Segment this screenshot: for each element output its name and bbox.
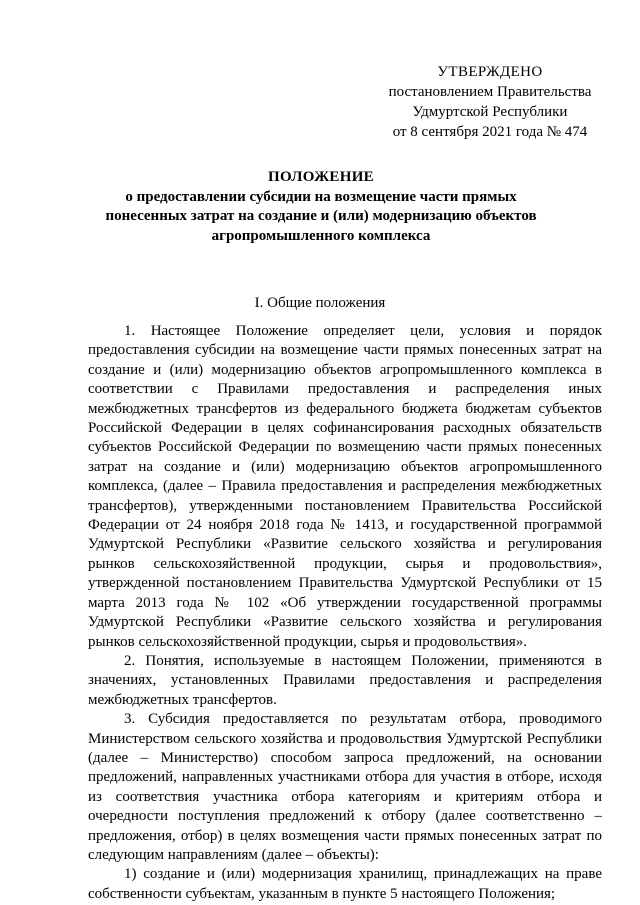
approval-line-3: от 8 сентября 2021 года № 474 (392, 124, 588, 140)
section-heading: I. Общие положения (254, 295, 386, 311)
approval-block (384, 62, 596, 142)
paragraph-3: 3. Субсидия предоставляется по результатам отбора, проводимого Министерством сельского хозяйства и продовольствия Удмуртской Республики (далее – Министерство) способом запроса предложений, на основании предложений, направленных участниками отбора для участия в отборе, исходя из соответствия участника отбора категориям и критериям отбора и очередности поступления предложений к отбору (далее соответственно – предложения, отбор) в целях возмещения части прямых понесенных затрат по следующим направлениям (далее – объекты): (88, 711, 602, 863)
approval-line-2: Удмуртской Республики (412, 104, 568, 120)
title-subtitle: о предоставлении субсидии на возмещение части прямых понесенных затрат на создание и (или) модернизацию объектов агропромышленного комплекса (105, 188, 537, 244)
paragraph-2: 2. Понятия, используемые в настоящем Положении, применяются в значениях, установленных Правилами предоставления и распределения межбюджетных трансфертов. (88, 652, 602, 708)
approval-line-1: постановлением Правительства (388, 84, 592, 100)
title-heading: ПОЛОЖЕНИЕ (268, 169, 374, 185)
paragraph-1: 1. Настоящее Положение определяет цели, условия и порядок предоставления субсидии на возмещение части прямых понесенных затрат на создание и (или) модернизацию объектов агропромышленного комплекса в соответствии с Правилами предоставления и распределения иных межбюджетных трансфертов из федерального бюджета бюджетам субъектов Российской Федерации в целях софинансирования расходных обязательств субъектов Российской Федерации по возмещению части прямых понесенных затрат на создание и (или) модернизацию объектов агропромышленного комплекса, (далее – Правила предоставления и распределения межбюджетных трансфертов), утвержденными постановлением Правительства Российской Федерации от 24 ноября 2018 года № 1413, и государственной программой Удмуртской Республики «Развитие сельского хозяйства и регулирования рынков сельскохозяйственной продукции, сырья и продовольствия», утвержденной постановлением Правительства Удмуртской Республики от 15 марта 2013 года № 102 «Об утверждении государственной программы Удмуртской Республики «Развитие сельского хозяйства и регулирования рынков сельскохозяйственной продукции, сырья и продовольствия». (88, 323, 602, 650)
paragraph-3-item-1: 1) создание и (или) модернизация хранилищ, принадлежащих на праве собственности субъектам, указанным в пункте 5 настоящего Положения; (88, 866, 602, 902)
document-body (88, 322, 602, 904)
approval-stamp: УТВЕРЖДЕНО (437, 64, 543, 80)
document-title (90, 168, 552, 246)
